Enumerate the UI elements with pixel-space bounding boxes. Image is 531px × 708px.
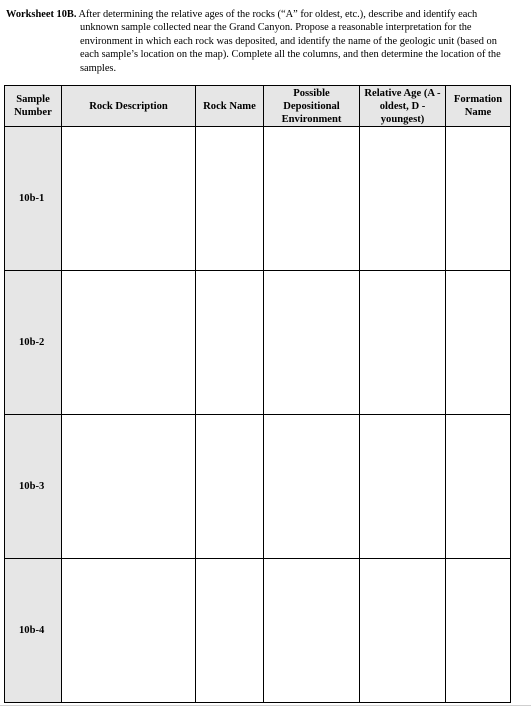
- header-sample-number: Sample Number: [5, 86, 62, 127]
- rock-description-cell[interactable]: [62, 415, 196, 559]
- worksheet-table: [4, 85, 511, 703]
- formation-name-cell[interactable]: [446, 127, 511, 271]
- rock-name-cell[interactable]: [196, 559, 264, 703]
- rock-name-cell[interactable]: [196, 415, 264, 559]
- sample-number-cell: 10b-1: [5, 127, 62, 271]
- relative-age-cell[interactable]: [360, 415, 446, 559]
- worksheet-instructions: [6, 8, 506, 75]
- header-formation-name: Formation Name: [446, 86, 511, 127]
- header-rock-name: Rock Name: [196, 86, 264, 127]
- header-rock-description: Rock Description: [62, 86, 196, 127]
- relative-age-cell[interactable]: [360, 127, 446, 271]
- worksheet-instructions-text: After determining the relative ages of the rocks (“A” for oldest, etc.), describe and identify each unknown sample collected near the Grand Canyon. Propose a reasonable interpretation for the environment in which each rock was deposited, and identify the name of the geologic unit (based on each sample’s location on the map). Complete all the columns, and then determine the location of the samples.: [78, 9, 501, 74]
- rock-description-cell[interactable]: [62, 271, 196, 415]
- rock-description-cell[interactable]: [62, 127, 196, 271]
- page-bottom-divider: [0, 705, 531, 706]
- sample-number-cell: 10b-2: [5, 271, 62, 415]
- depositional-environment-cell[interactable]: [264, 559, 360, 703]
- rock-description-cell[interactable]: [62, 559, 196, 703]
- depositional-environment-cell[interactable]: [264, 271, 360, 415]
- rock-name-cell[interactable]: [196, 271, 264, 415]
- depositional-environment-cell[interactable]: [264, 127, 360, 271]
- worksheet-title: Worksheet 10B.: [6, 9, 77, 20]
- formation-name-cell[interactable]: [446, 271, 511, 415]
- header-depositional-environment: Possible Depositional Environment: [264, 86, 360, 127]
- table-row: [5, 415, 511, 559]
- relative-age-cell[interactable]: [360, 559, 446, 703]
- depositional-environment-cell[interactable]: [264, 415, 360, 559]
- table-row: [5, 559, 511, 703]
- formation-name-cell[interactable]: [446, 559, 511, 703]
- rock-name-cell[interactable]: [196, 127, 264, 271]
- table-header-row: [5, 86, 511, 127]
- table-row: [5, 271, 511, 415]
- sample-number-cell: 10b-3: [5, 415, 62, 559]
- header-relative-age: Relative Age (A - oldest, D - youngest): [360, 86, 446, 127]
- relative-age-cell[interactable]: [360, 271, 446, 415]
- formation-name-cell[interactable]: [446, 415, 511, 559]
- table-row: [5, 127, 511, 271]
- sample-number-cell: 10b-4: [5, 559, 62, 703]
